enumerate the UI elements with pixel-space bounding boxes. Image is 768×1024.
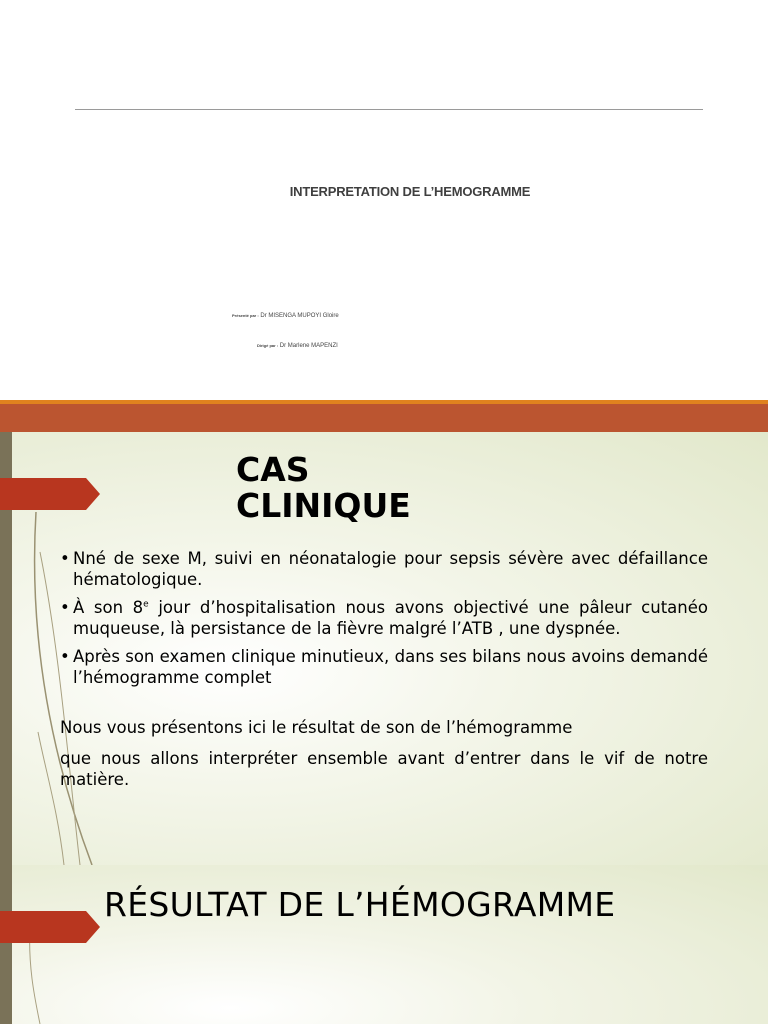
bullet-text: À son 8 bbox=[73, 598, 144, 617]
result-slide bbox=[0, 865, 768, 1024]
presenter-label: Présenté par : bbox=[232, 313, 259, 318]
case-bullet-list bbox=[60, 548, 708, 695]
slide-separator-band bbox=[0, 404, 768, 432]
slide-arrow-marker bbox=[0, 478, 100, 510]
slide-arrow-marker bbox=[0, 911, 100, 943]
slide-title bbox=[236, 452, 411, 524]
director-name: Dr Marlene MAPENZI bbox=[279, 343, 338, 349]
director-line bbox=[257, 343, 338, 349]
decorative-vine bbox=[0, 865, 120, 1024]
presentation-title: INTERPRETATION DE L’HEMOGRAMME bbox=[289, 184, 531, 199]
presenter-line bbox=[232, 313, 339, 319]
bullet-item bbox=[60, 597, 708, 639]
title-divider bbox=[75, 109, 703, 110]
bullet-text: jour d’hospitalisation nous avons objectivé une pâleur cutanéo muqueuse, là persistance de la fièvre malgré l’ATB , une dyspnée. bbox=[73, 598, 708, 638]
slide-title-line2: CLINIQUE bbox=[236, 486, 411, 525]
title-slide bbox=[0, 0, 768, 400]
slide-title: RÉSULTAT DE L’HÉMOGRAMME bbox=[104, 885, 616, 924]
presenter-name: Dr MISENGA MUPOYI Gloire bbox=[260, 313, 339, 319]
director-label: Dirigé par : bbox=[257, 343, 279, 348]
bullet-item: • Après son examen clinique minutieux, dans ses bilans nous avoins demandé l’hémogramme complet bbox=[60, 646, 708, 688]
paragraph: que nous allons interpréter ensemble avant d’entrer dans le vif de notre matière. bbox=[60, 749, 708, 789]
ordinal-superscript: e bbox=[143, 599, 149, 610]
bullet-item: • Nné de sexe M, suivi en néonatalogie pour sepsis sévère avec défaillance hématologique. bbox=[60, 548, 708, 590]
paragraph: Nous vous présentons ici le résultat de son de l’hémogramme bbox=[60, 718, 573, 737]
slide-title-line1: CAS bbox=[236, 450, 310, 489]
clinical-case-slide bbox=[0, 432, 768, 865]
